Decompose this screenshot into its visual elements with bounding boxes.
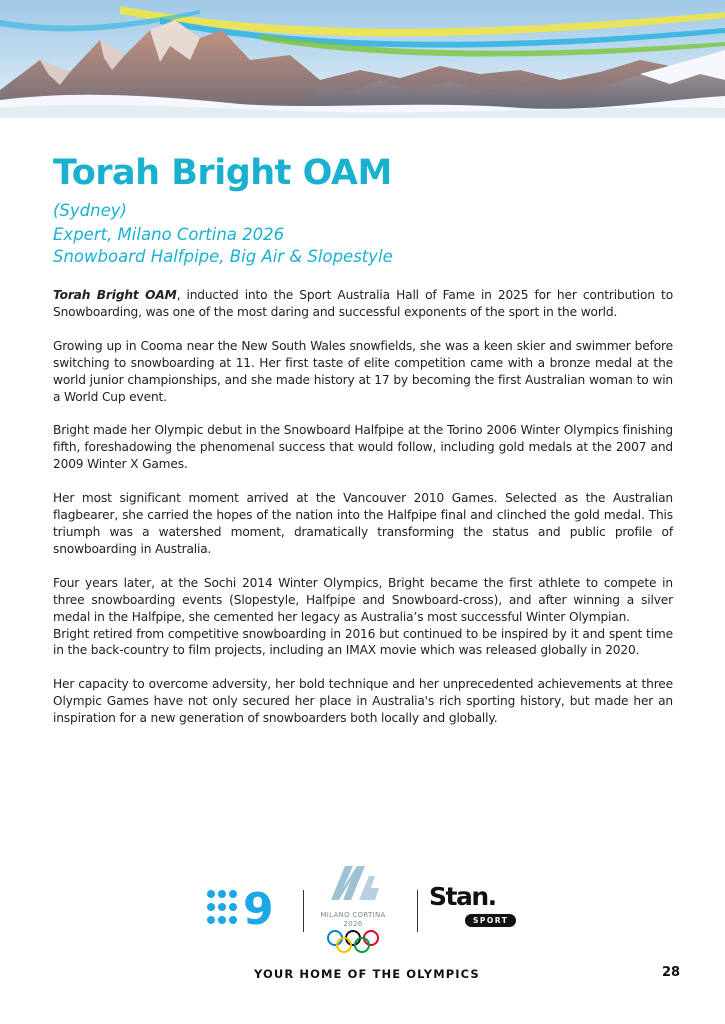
- stan-wordmark: Stan.: [429, 882, 496, 911]
- olympic-rings-icon: [325, 929, 381, 955]
- sponsor-logos: [205, 858, 525, 958]
- paragraph-7: Her capacity to overcome adversity, her bold technique and her unprecedented achievements at three Olympic Games have not only secured her place in Australia's rich sporting history, but made her an inspiration for a new generation of snowboarders both locally and globally.: [53, 677, 673, 726]
- milano-cortina-text: MILANO CORTINA: [320, 911, 386, 919]
- sport-badge: SPORT: [465, 914, 516, 927]
- paragraph-5: Four years later, at the Sochi 2014 Winter Olympics, Bright became the first athlete to compete in three snowboarding events (Slopestyle, Halfpipe and Snowboard-cross), and after winning a silver medal in the Halfpipe, she cemented her legacy as Australia’s most successful Winter Olympian.: [53, 575, 673, 624]
- channel-nine-logo: [205, 888, 291, 931]
- milano-cortina-year: 2026: [343, 920, 363, 928]
- page-number: 28: [662, 965, 681, 980]
- article-body: [53, 287, 673, 727]
- footer-tagline: YOUR HOME OF THE OLYMPICS: [254, 967, 480, 981]
- events-subtitle: Snowboard Halfpipe, Big Air & Slopestyle: [53, 247, 393, 266]
- nine-dots-icon: [205, 888, 291, 926]
- article: [53, 150, 673, 744]
- page-title: Torah Bright OAM: [53, 153, 392, 193]
- paragraph-6: Bright retired from competitive snowboarding in 2016 but continued to be inspired by it and spent time in the back-country to film projects, including an IMAX movie which was released globally in 2020.: [53, 626, 673, 658]
- paragraph-4: Her most significant moment arrived at the Vancouver 2010 Games. Selected as the Australian flagbearer, she carried the hopes of the nation into the Halfpipe final and clinched the gold medal. This triumph was a watershed moment, dramatically transforming the status and public profile of snowboarding in Australia.: [53, 491, 673, 556]
- paragraph-2: Growing up in Cooma near the New South Wales snowfields, she was a keen skier and swimmer before switching to snowboarding at 11. Her first taste of elite competition came with a bronze medal at the world junior championships, and she made history at 17 by becoming the first Australian woman to win a World Cup event.: [53, 338, 673, 404]
- nine-numeral: 9: [243, 888, 274, 926]
- paragraph-3: Bright made her Olympic debut in the Snowboard Halfpipe at the Torino 2006 Winter Olympics finishing fifth, foreshadowing the phenomenal success that would follow, including gold medals at the 2007 and 2009 Winter X Games.: [53, 423, 673, 472]
- milano-cortina-emblem-icon: [323, 858, 383, 906]
- paragraph-1: [53, 287, 673, 321]
- lead-name: Torah Bright OAM: [53, 288, 177, 302]
- logo-divider: [303, 890, 304, 932]
- paragraph-1-text: , inducted into the Sport Australia Hall of Fame in 2025 for her contribution to Snowboarding, was one of the most daring and successful exponents of the sport in the world.: [53, 288, 673, 319]
- location-subtitle: (Sydney): [53, 201, 127, 220]
- mountain-banner: [0, 0, 725, 118]
- role-subtitle: Expert, Milano Cortina 2026: [53, 225, 285, 244]
- stan-sport-logo: [429, 884, 516, 928]
- milano-cortina-logo: [313, 858, 393, 960]
- logo-divider: [417, 890, 418, 932]
